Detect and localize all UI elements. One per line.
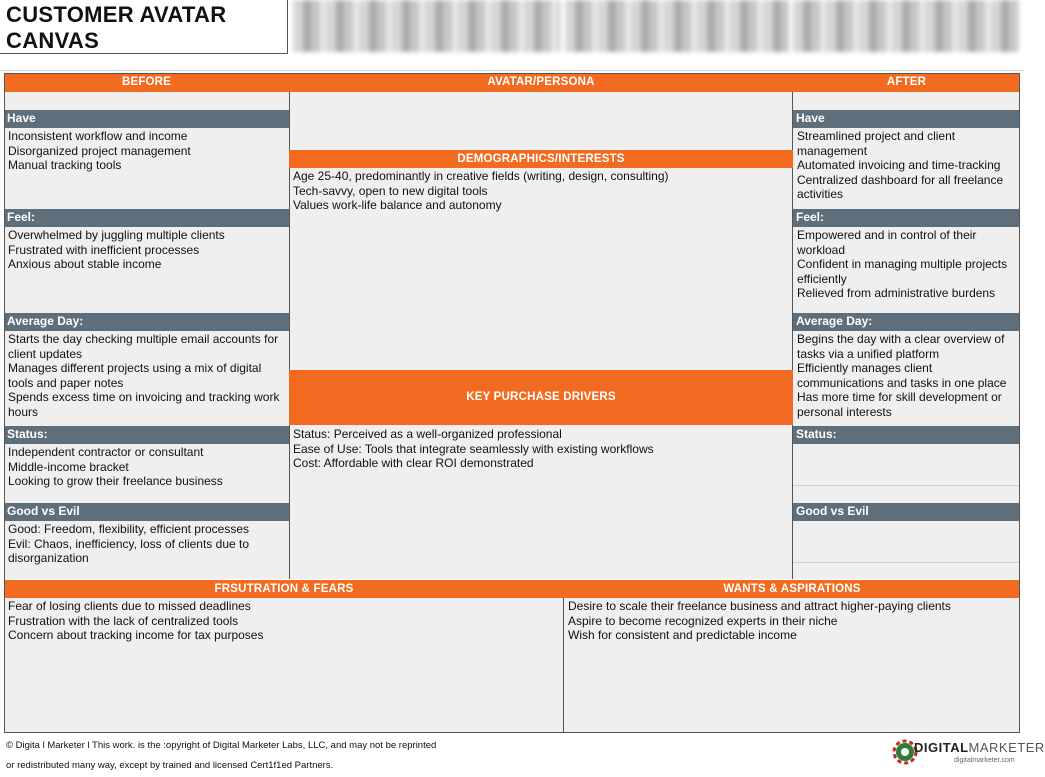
before-section-line: Good: Freedom, flexibility, efficient processes [8,522,249,536]
after-section-line: Begins the day with a clear overview of [797,332,1005,346]
redacted-header-field-3 [793,0,1019,52]
demographics-item: Tech-savvy, open to new digital tools [293,183,488,198]
after-section-label: Feel: [793,209,1020,227]
drivers-heading: KEY PURCHASE DRIVERS [289,370,793,425]
page-title [6,2,286,54]
title-line-2: CANVAS [6,28,100,53]
after-section-label: Average Day: [793,313,1020,331]
demographics-heading: DEMOGRAPHICS/INTERESTS [289,150,793,168]
fears-list [5,598,560,644]
drivers-item: Cost: Affordable with clear ROI demonstrated [293,456,534,471]
before-section-content [5,227,286,273]
after-section-line: personal interests [797,404,892,419]
digitalmarketer-logo [892,736,1045,772]
before-section-content [5,521,286,567]
before-section-line: Looking to grow their freelance business [8,474,223,489]
redacted-header-field-1 [293,0,561,52]
after-section-content [794,331,1017,421]
after-section-line: Centralized dashboard for all freelance [797,172,1004,187]
after-section-line: efficiently [797,271,847,286]
fears-heading: FRSUTRATION & FEARS [4,580,564,598]
before-section-line: Evil: Chaos, inefficiency, loss of clients due to [8,536,250,551]
before-section-label: Have [4,110,289,128]
grid-line [0,70,1024,71]
before-section-content [5,128,286,174]
after-section-line: Efficiently manages client [797,361,933,376]
logo-text-digital: DIGITAL [914,740,969,755]
after-section-line: management [797,143,868,158]
fears-item: Concern about tracking income for tax purposes [8,628,264,643]
title-block [0,0,288,54]
wants-item: Aspire to become recognized experts in their niche [568,613,838,628]
before-section-label: Feel: [4,209,289,227]
drivers-list [290,426,790,472]
demographics-item: Age 25-40, predominantly in creative fields (writing, design, consulting) [293,169,669,183]
after-section-line: Streamlined project and client [797,129,956,143]
logo-text-marketer: MARKETER [968,740,1045,755]
before-section-line: client updates [8,346,83,361]
before-section-line: Frustrated with inefficient processes [8,242,200,257]
wants-heading: WANTS & ASPIRATIONS [564,580,1020,598]
before-section-label: Good vs Evil [4,503,289,521]
drivers-item: Ease of Use: Tools that integrate seamlessly with existing workflows [293,441,654,456]
before-section-content [5,444,286,490]
before-section-label: Status: [4,426,289,444]
after-section-line: Empowered and in control of their [797,228,977,242]
copyright-line-2: or redistributed many way, except by trained and licensed Cert1f1ed Partners. [6,760,334,771]
after-section-label: Have [793,110,1020,128]
fears-item: Frustration with the lack of centralized tools [8,613,239,628]
grid-line [793,562,1020,563]
before-section-line: Anxious about stable income [8,257,162,272]
after-section-content [794,128,1017,203]
redacted-header-field-2 [565,0,789,52]
after-section-label: Good vs Evil [793,503,1020,521]
after-section-content [794,521,1017,523]
wants-item: Wish for consistent and predictable income [568,628,797,643]
avatar-heading: AVATAR/PERSONA [289,73,793,92]
after-section-label: Status: [793,426,1020,444]
wants-list [565,598,1017,644]
grid-line [793,485,1020,486]
before-section-line: disorganization [8,551,89,566]
title-line-1: CUSTOMER AVATAR [6,2,227,27]
before-section-label: Average Day: [4,313,289,331]
fears-item: Fear of losing clients due to missed deadlines [8,599,251,613]
before-section-line: Inconsistent workflow and income [8,129,188,143]
wants-item: Desire to scale their freelance business and attract higher-paying clients [568,599,951,613]
after-section-line: Confident in managing multiple projects [797,257,1008,272]
after-heading: AFTER [793,73,1020,92]
after-section-content [794,227,1017,302]
before-section-line: Manual tracking tools [8,158,122,173]
before-section-line: Middle-income bracket [8,459,129,474]
after-section-line: tasks via a unified platform [797,346,940,361]
before-section-line: Disorganized project management [8,143,191,158]
logo-url: digitalmarketer.com [954,757,1015,764]
drivers-item: Status: Perceived as a well-organized professional [293,427,562,441]
before-heading: BEFORE [4,73,289,92]
after-section-line: Has more time for skill development or [797,390,1002,405]
after-section-line: workload [797,242,846,257]
before-section-content [5,331,286,421]
demographics-list [290,168,790,214]
before-section-line: Independent contractor or consultant [8,445,204,459]
after-section-line: Automated invoicing and time-tracking [797,158,1001,173]
before-section-line: Overwhelmed by juggling multiple clients [8,228,225,242]
after-section-content [794,444,1017,446]
after-section-line: Relieved from administrative burdens [797,286,996,301]
before-section-line: Manages different projects using a mix of digital [8,361,262,376]
after-section-line: communications and tasks in one place [797,375,1007,390]
demographics-item: Values work-life balance and autonomy [293,198,502,213]
before-section-line: tools and paper notes [8,375,124,390]
before-section-line: Starts the day checking multiple email accounts for [8,332,279,346]
before-section-line: Spends excess time on invoicing and tracking work [8,390,280,405]
before-section-line: hours [8,404,39,419]
copyright-line-1: © Digita l Marketer l This work. is the :opyright of Digital Marketer Labs, LLC, and may not be reprinted [6,740,437,751]
after-section-line: activities [797,187,844,202]
